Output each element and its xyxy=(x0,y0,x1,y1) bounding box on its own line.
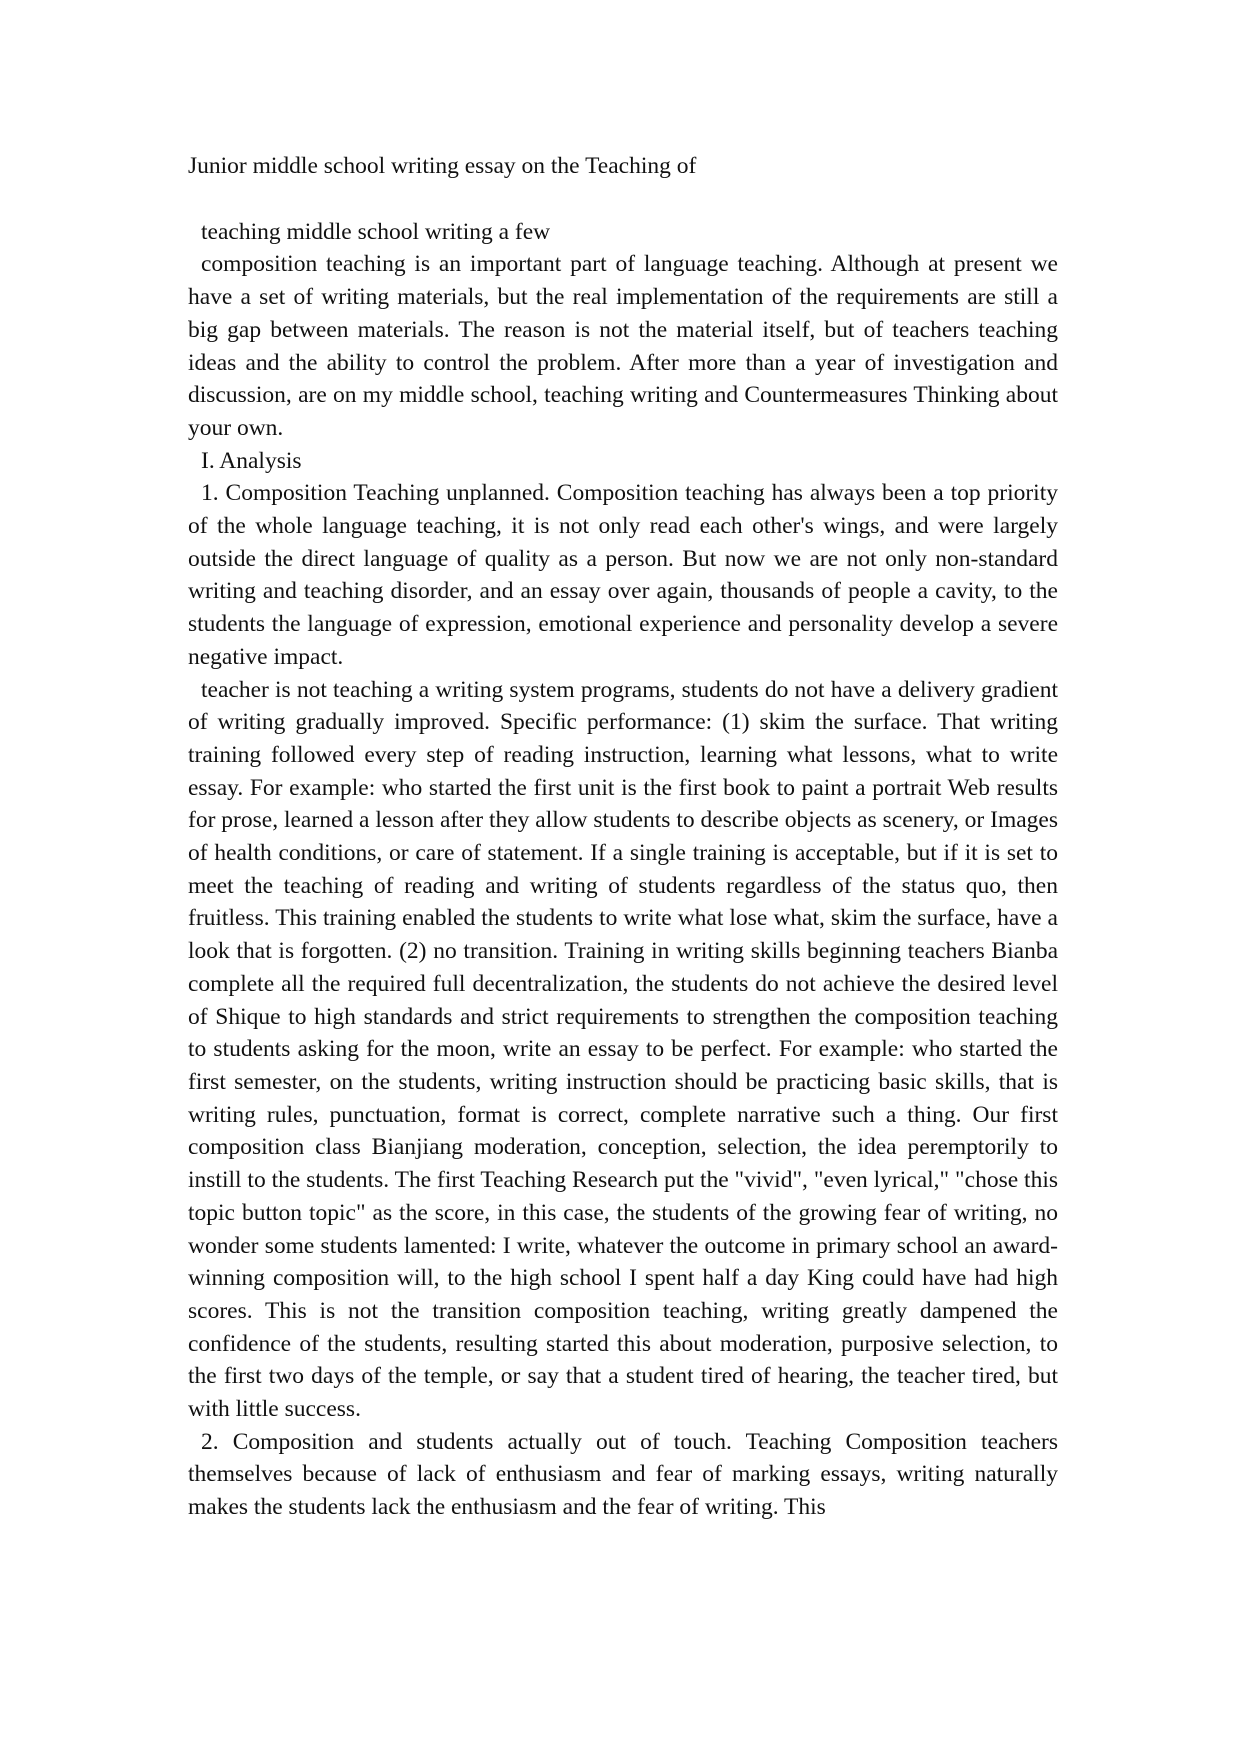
paragraph-point-1: 1. Composition Teaching unplanned. Composition teaching has always been a top priority of the whole language teaching, it is not only read each other's wings, and were largely outside the direct language of quality as a person. But now we are not only non-standard writing and teaching disorder, and an essay over again, thousands of people a cavity, to the students the language of expression, emotional experience and personality develop a severe negative impact. xyxy=(188,480,1058,670)
document-page xyxy=(188,150,1058,1524)
paragraph-teacher-system: teacher is not teaching a writing system programs, students do not have a delivery gradient of writing gradually improved. Specific performance: (1) skim the surface. That writing training followed every step of reading instruction, learning what lessons, what to write essay. For example: who started the first unit is the first book to paint a portrait Web results for prose, learned a lesson after they allow students to describe objects as scenery, or Images of health conditions, or care of statement. If a single training is acceptable, but if it is set to meet the teaching of reading and writing of students regardless of the status quo, then fruitless. This training enabled the students to write what lose what, skim the surface, have a look that is forgotten. (2) no transition. Training in writing skills beginning teachers Bianba complete all the required full decentralization, the students do not achieve the desired level of Shique to high standards and strict requirements to strengthen the composition teaching to students asking for the moon, write an essay to be perfect. For example: who started the first semester, on the students, writing instruction should be practicing basic skills, that is writing rules, punctuation, format is correct, complete narrative such a thing. Our first composition class Bianjiang moderation, conception, selection, the idea peremptorily to instill to the students. The first Teaching Research put the "vivid", "even lyrical," "chose this topic button topic" as the score, in this case, the students of the growing fear of writing, no wonder some students lamented: I write, whatever the outcome in primary school an award-winning composition will, to the high school I spent half a day King could have had high scores. This is not the transition composition teaching, writing greatly dampened the confidence of the students, resulting started this about moderation, purposive selection, to the first two days of the temple, or say that a student tired of hearing, the teacher tired, but with little success. xyxy=(188,676,1058,1423)
paragraph-point-2: 2. Composition and students actually out of touch. Teaching Composition teachers themselves because of lack of enthusiasm and fear of marking essays, writing naturally makes the students lack the enthusiasm and the fear of writing. This xyxy=(188,1428,1058,1521)
paragraph-subtitle: teaching middle school writing a few xyxy=(201,218,551,245)
section-heading-analysis: I. Analysis xyxy=(201,447,302,474)
document-title: Junior middle school writing essay on the Teaching of xyxy=(188,153,697,179)
paragraph-intro: composition teaching is an important part of language teaching. Although at present we have a set of writing materials, but the real implementation of the requirements are still a big gap between materials. The reason is not the material itself, but of teachers teaching ideas and the ability to control the problem. After more than a year of investigation and discussion, are on my middle school, teaching writing and Countermeasures Thinking about your own. xyxy=(188,251,1058,441)
